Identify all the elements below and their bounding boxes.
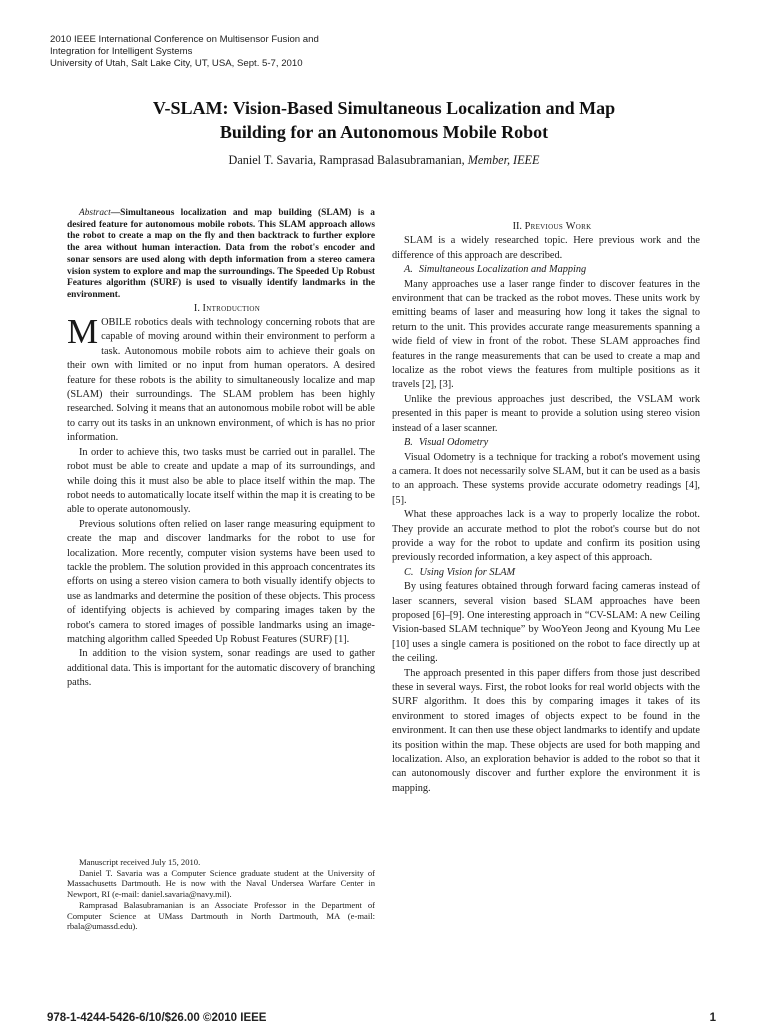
drop-cap: M	[67, 312, 99, 352]
section-title: Previous Work	[524, 221, 592, 232]
paragraph: Many approaches use a laser range finder to discover features in the environment that can be tracked as the robot moves. These units work by emitting beams of laser and measuring how long it takes the signal to return to the unit. This provides accurate range measurements spanning a wide field of view in front of the robot. These SLAM approaches find features in the range measurements that can be used to create a map and localize as the robot views the features from multiple positions as it travels [2], [3].	[392, 278, 700, 391]
subsection-title: Using Vision for SLAM	[419, 566, 516, 578]
title-line: Building for an Autonomous Mobile Robot	[219, 122, 549, 142]
paragraph: In addition to the vision system, sonar readings are used to gather additional data. This is important for the automatic discovery of branching paths.	[67, 648, 375, 689]
section-title: Introduction	[202, 302, 261, 314]
conference-line: 2010 IEEE International Conference on Multisensor Fusion and	[50, 34, 319, 45]
subsection-letter: A.	[404, 264, 413, 276]
conference-header	[50, 34, 410, 70]
paragraph-text: OBILE robotics deals with technology concerning robots that are capable of moving around within their environment to perform a task. Autonomous mobile robots aim to achieve their goals on their own with limited or no input from human operators. A desired feature for these robots is the ability to simultaneously localize and map (SLAM) their surroundings. The SLAM problem has been highly researched. Solving it means that an autonomous mobile robot will be able to carry out its tasks in an unknown environment, of which is has no prior information.	[67, 317, 375, 444]
subsection-heading	[392, 263, 700, 277]
page-number: 1	[709, 1012, 716, 1024]
authors	[40, 153, 728, 168]
paragraph: In order to achieve this, two tasks must be carried out in parallel. The robot must be able to create and update a map of its surroundings, and while doing this it must also be able to place itself within the map. The robot needs to automatically locate itself within the map it is creating to be able to operate autonomously.	[67, 446, 375, 516]
subsection-title: Simultaneous Localization and Mapping	[418, 264, 587, 276]
abstract-label: Abstract	[79, 208, 111, 218]
abstract	[67, 208, 375, 302]
footnotes	[67, 857, 375, 932]
paragraph	[67, 312, 375, 446]
paragraph: Previous solutions often relied on laser range measuring equipment to create the map and discover landmarks for the robot to use for localization. More recently, computer vision systems have been used to tackle the problem. The solution provided in this approach concentrates its efforts on using a stereo vision camera to both visually identify objects to use as landmarks and determine the position of these objects. This process of identifying objects is achieved by comparing images taken by the robot's camera to stored images of possible landmarks using an image-matching algorithm called Speeded Up Robust Features (SURF) [1].	[67, 518, 375, 645]
subsection-letter: B.	[404, 437, 413, 449]
paragraph: What these approaches lack is a way to properly localize the robot. They provide an accurate method to plot the robot's course but do not provide a way for the robot to update and confirm its position using previously recorded information, a key aspect of this approach.	[392, 509, 700, 564]
footnote: Daniel T. Savaria was a Computer Science graduate student at the University of Massachusetts Dartmouth. He is now with the Naval Undersea Warfare Center in Newport, RI (e-mail: daniel.savaria@navy.mil).	[67, 867, 375, 900]
paragraph: By using features obtained through forward facing cameras instead of laser scanners, several vision based SLAM approaches have been proposed [6]–[9]. One interesting approach in “CV-SLAM: A new Ceiling Vision-based SLAM technique” by WooYeon Jeong and Kyoung Mu Lee [10] uses a single camera is positioned on the robot to face directly up at the ceiling.	[392, 581, 700, 665]
title-line: V-SLAM: Vision-Based Simultaneous Localization and Map	[152, 98, 616, 118]
subsection-letter: C.	[404, 566, 414, 578]
isbn-copyright: 978-1-4244-5426-6/10/$26.00 ©2010 IEEE	[47, 1012, 267, 1024]
section-number: II.	[512, 221, 525, 232]
abstract-body: Simultaneous localization and map building (SLAM) is a desired feature for autonomous mobile robots. This SLAM approach allows the robot to create a map on the fly and then backtrack to further explore the area without human interaction. Data from the robot's encoder and sonar sensors are used along with depth information from a stereo camera vision system to explore and map the surroundings. The Speeded Up Robust Features algorithm (SURF) is used to visually identify landmarks in the environment.	[67, 208, 375, 300]
abstract-dash: —	[110, 208, 121, 218]
right-column	[392, 220, 700, 796]
author-affiliation: Member, IEEE	[467, 153, 540, 167]
conference-line: University of Utah, Salt Lake City, UT, USA, Sept. 5-7, 2010	[50, 58, 303, 69]
footnote: Ramprasad Balasubramanian is an Associate Professor in the Department of Computer Science at UMass Dartmouth in North Dartmouth, MA (e-mail: rbala@umassd.edu).	[67, 899, 375, 932]
subsection-heading	[392, 566, 700, 580]
left-column	[67, 208, 375, 691]
paragraph: SLAM is a widely researched topic. Here previous work and the difference of this approach are described.	[392, 235, 700, 261]
conference-line: Integration for Intelligent Systems	[50, 46, 193, 57]
page-footer	[47, 1012, 716, 1024]
footnote: Manuscript received July 15, 2010.	[79, 857, 201, 867]
paragraph: Visual Odometry is a technique for tracking a robot's movement using a camera. It does not necessarily solve SLAM, but it can be used as a basis to an approach. These systems provide accurate odometry readings [4], [5].	[392, 451, 700, 506]
paragraph: The approach presented in this paper differs from those just described these in several ways. First, the robot looks for real world objects with the SURF algorithm. It does this by comparing images it takes of its environment to stored images of objects expect to be found in the environment. It can then use these object landmarks to identify and update its position within the map. These objects are used for both mapping and localization. Also, an exploration behavior is added to the robot so that it can autonomously discover and further explore the environment it is mapping.	[392, 667, 700, 794]
author-names: Daniel T. Savaria, Ramprasad Balasubramanian,	[228, 153, 468, 167]
paper-title	[40, 96, 728, 144]
subsection-heading	[392, 436, 700, 450]
section-heading-introduction	[67, 302, 375, 316]
section-heading-previous-work	[392, 220, 700, 234]
subsection-title: Visual Odometry	[418, 437, 489, 449]
paragraph: Unlike the previous approaches just described, the VSLAM work presented in this paper is meant to provide a solution using stereo vision instead of a laser scanner.	[392, 393, 700, 434]
section-number: I.	[193, 302, 203, 314]
